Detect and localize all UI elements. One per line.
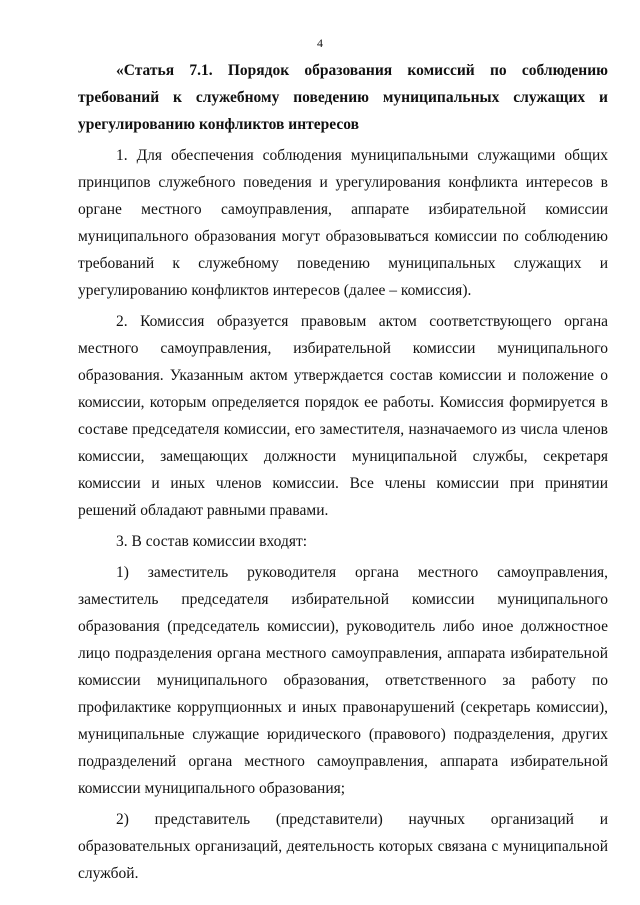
paragraph-3-item-2: 2) представитель (представители) научных организаций и образовательных организаций, деятельность которых связана с муниципальной службой. [78, 811, 608, 882]
page-number: 4 [317, 36, 323, 50]
document-body [78, 57, 608, 891]
paragraph-3: 3. В состав комиссии входят: [116, 533, 308, 550]
paragraph-3-item-1: 1) заместитель руководителя органа местного самоуправления, заместитель председателя избирательной комиссии муниципального образования (председатель комиссии), руководитель либо иное должностное лицо подразделения органа местного самоуправления, аппарата избирательной комиссии муниципального образования, ответственного за работу по профилактике коррупционных и иных правонарушений (секретарь комиссии), муниципальные служащие юридического (правового) подразделения, других подразделений органа местного самоуправления, аппарата избирательной комиссии муниципального образования; [78, 564, 608, 797]
paragraph-1: 1. Для обеспечения соблюдения муниципальными служащими общих принципов служебного поведения и урегулирования конфликта интересов в органе местного самоуправления, аппарате избирательной комиссии муниципального образования могут образовываться комиссии по соблюдению требований к служебному поведению муниципальных служащих и урегулированию конфликтов интересов (далее – комиссия). [78, 147, 608, 299]
article-title: «Статья 7.1. Порядок образования комиссий по соблюдению требований к служебному поведению муниципальных служащих и урегулированию конфликтов интересов [78, 62, 608, 133]
paragraph-2: 2. Комиссия образуется правовым актом соответствующего органа местного самоуправления, избирательной комиссии муниципального образования. Указанным актом утверждается состав комиссии и положение о комиссии, которым определяется порядок ее работы. Комиссия формируется в составе председателя комиссии, его заместителя, назначаемого из числа членов комиссии, замещающих должности муниципальной службы, секретаря комиссии и иных членов комиссии. Все члены комиссии при принятии решений обладают равными правами. [78, 313, 608, 519]
